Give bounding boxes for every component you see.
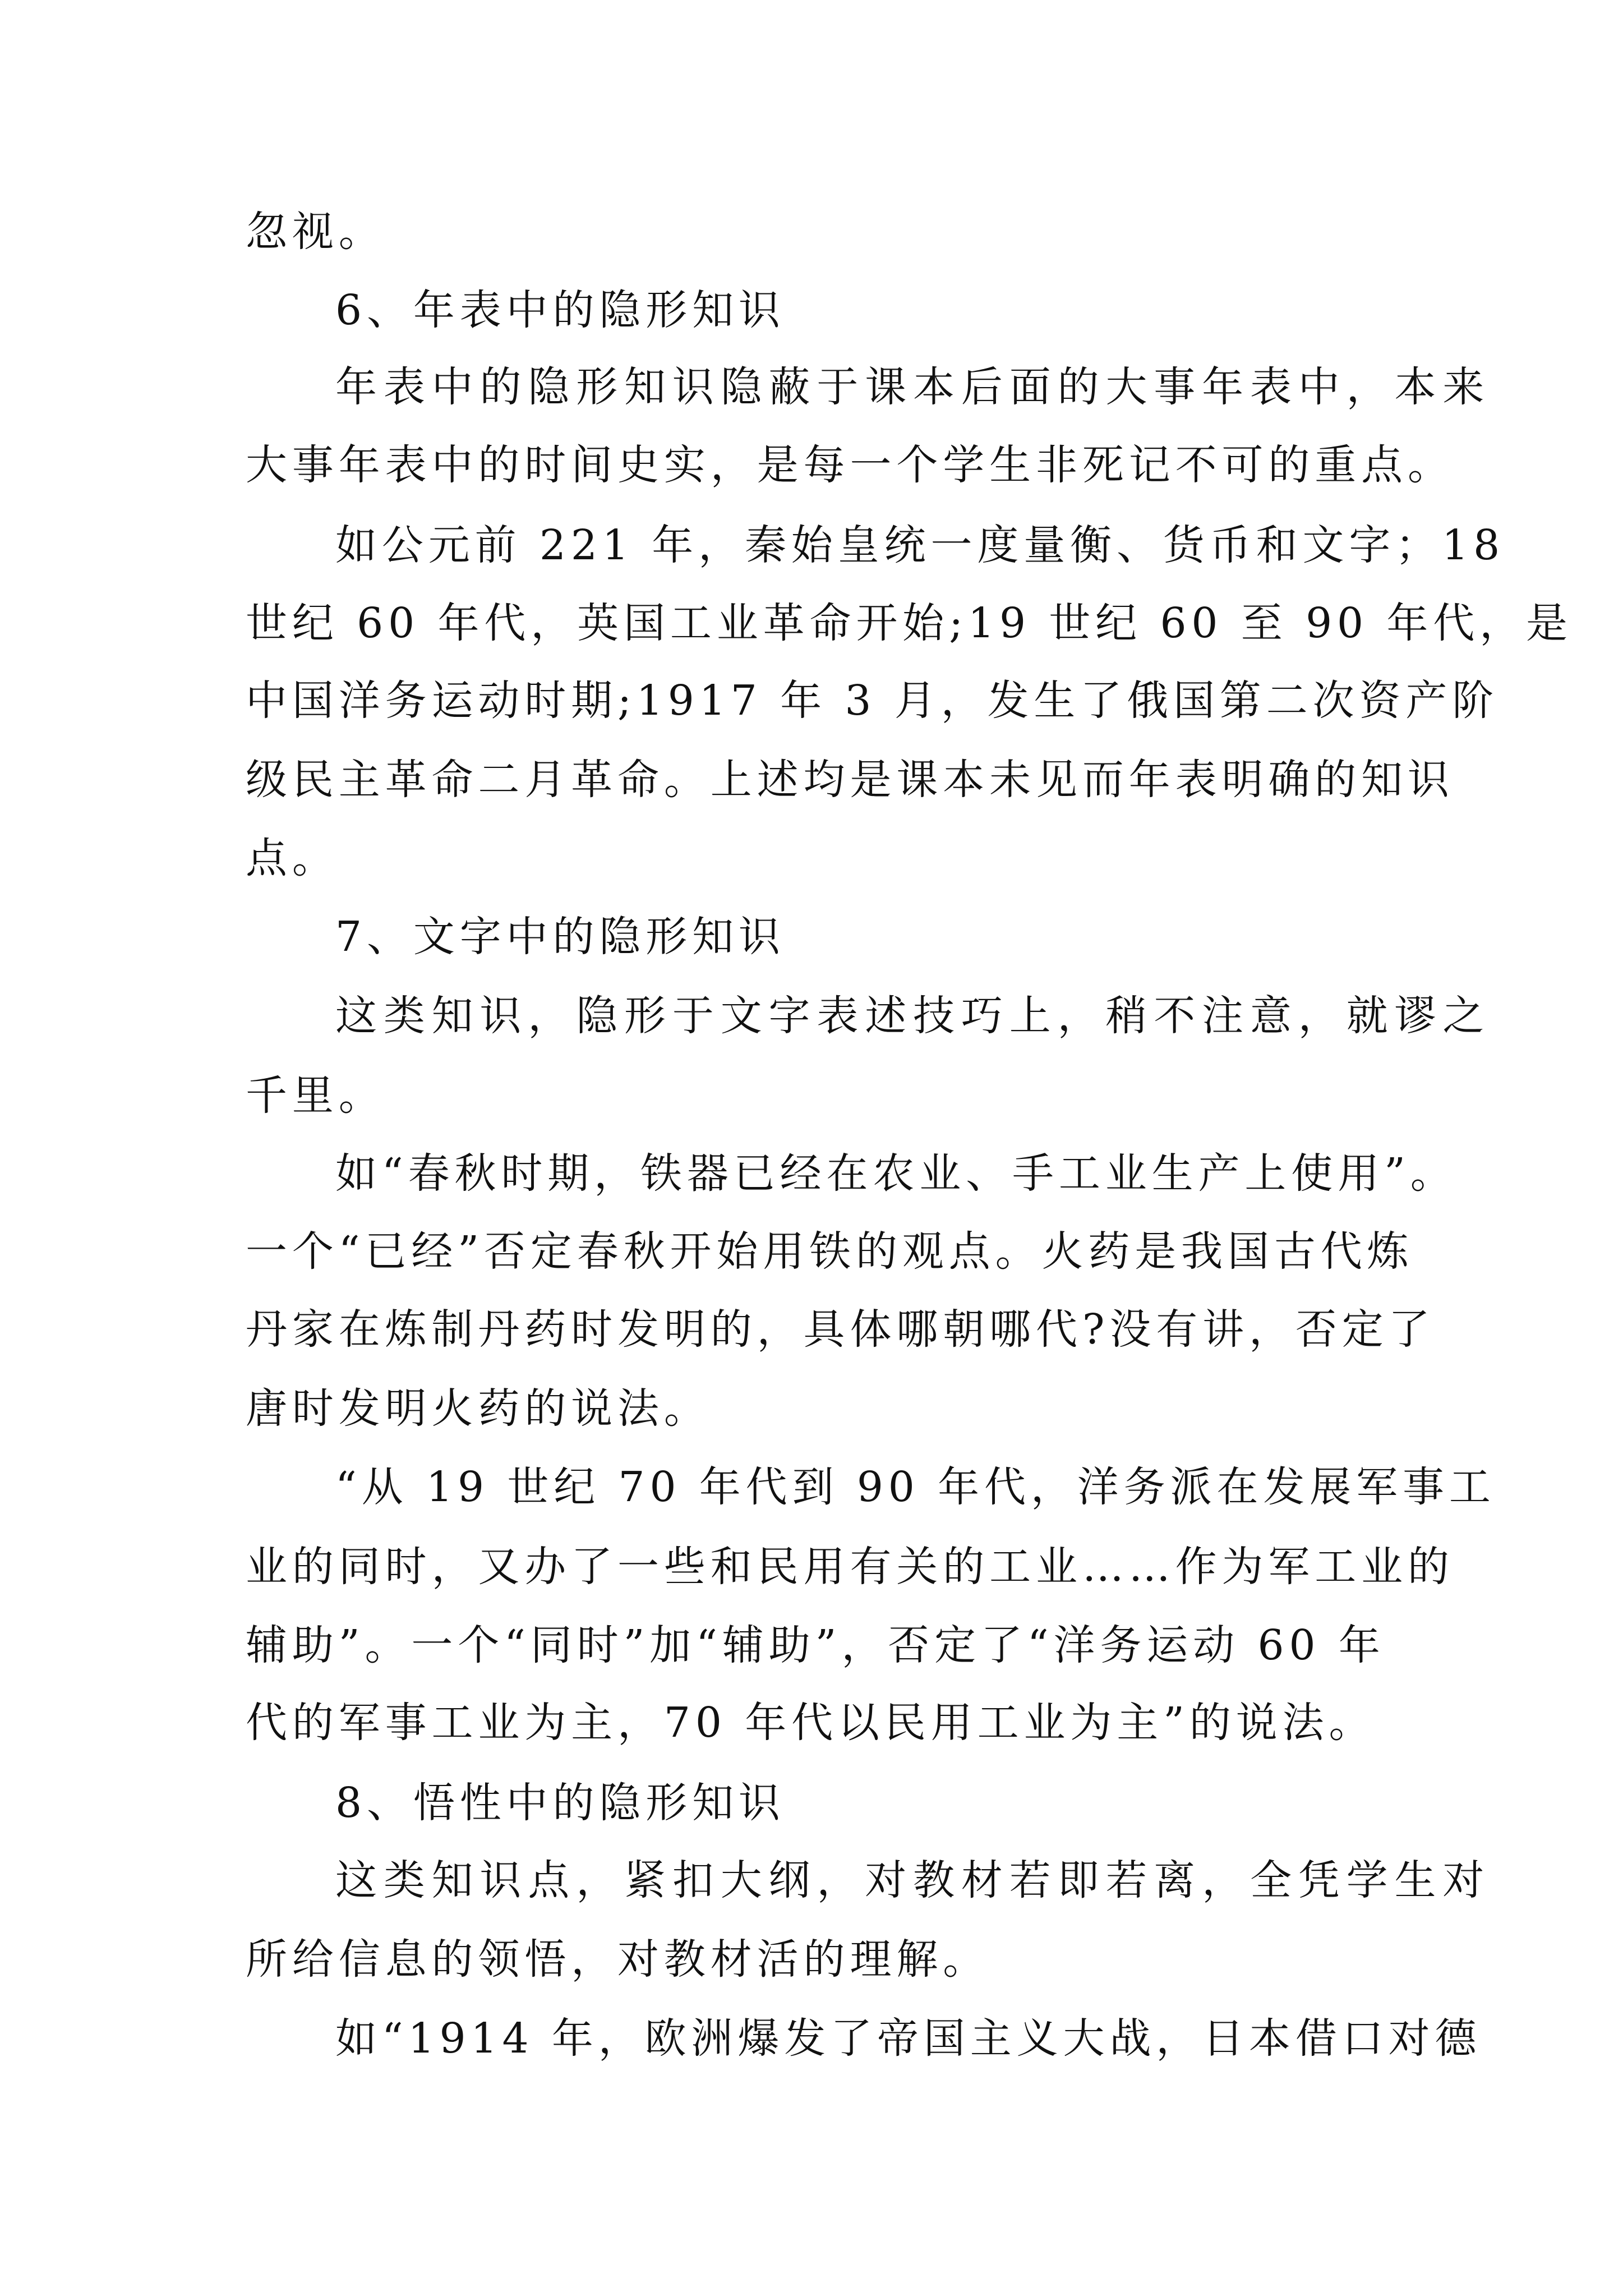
text-line: 大事年表中的时间史实，是每一个学生非死记不可的重点。 <box>246 441 1454 489</box>
text-line: 如公元前 221 年，秦始皇统一度量衡、货币和文字；18 <box>335 521 1505 569</box>
text-line: “从 19 世纪 70 年代到 90 年代，洋务派在发展军事工 <box>335 1463 1496 1511</box>
text-line: 点。 <box>246 834 339 882</box>
text-line: 世纪 60 年代，英国工业革命开始;19 世纪 60 至 90 年代，是 <box>246 599 1573 647</box>
text-line: 千里。 <box>246 1071 385 1120</box>
section-heading-6: 6、年表中的隐形知识 <box>335 286 785 334</box>
text-line: 业的同时，又办了一些和民用有关的工业……作为军工业的 <box>246 1543 1454 1591</box>
section-heading-7: 7、文字中的隐形知识 <box>335 913 785 961</box>
text-line: 丹家在炼制丹药时发明的，具体哪朝哪代?没有讲，否定了 <box>246 1305 1435 1354</box>
text-line: 一个“已经”否定春秋开始用铁的观点。火药是我国古代炼 <box>246 1227 1414 1276</box>
text-line: 代的军事工业为主，70 年代以民用工业为主”的说法。 <box>246 1699 1376 1747</box>
text-line: 如“1914 年，欧洲爆发了帝国主义大战，日本借口对德 <box>335 2014 1482 2063</box>
section-heading-8: 8、悟性中的隐形知识 <box>335 1779 785 1827</box>
text-line: 如“春秋时期，铁器已经在农业、手工业生产上使用”。 <box>335 1149 1457 1198</box>
text-line: 唐时发明火药的说法。 <box>246 1384 711 1433</box>
text-line: 中国洋务运动时期;1917 年 3 月，发生了俄国第二次资产阶 <box>246 677 1499 725</box>
text-line: 忽视。 <box>246 208 385 256</box>
text-line: 这类知识，隐形于文字表述技巧上，稍不注意，就谬之 <box>335 992 1491 1040</box>
text-line: 这类知识点，紧扣大纲，对教材若即若离，全凭学生对 <box>335 1856 1491 1904</box>
text-line: 所给信息的领悟，对教材活的理解。 <box>246 1935 990 1984</box>
text-line: 辅助”。一个“同时”加“辅助”，否定了“洋务运动 60 年 <box>246 1621 1385 1669</box>
text-line: 年表中的隐形知识隐蔽于课本后面的大事年表中，本来 <box>335 363 1491 411</box>
text-line: 级民主革命二月革命。上述均是课本未见而年表明确的知识 <box>246 756 1454 804</box>
